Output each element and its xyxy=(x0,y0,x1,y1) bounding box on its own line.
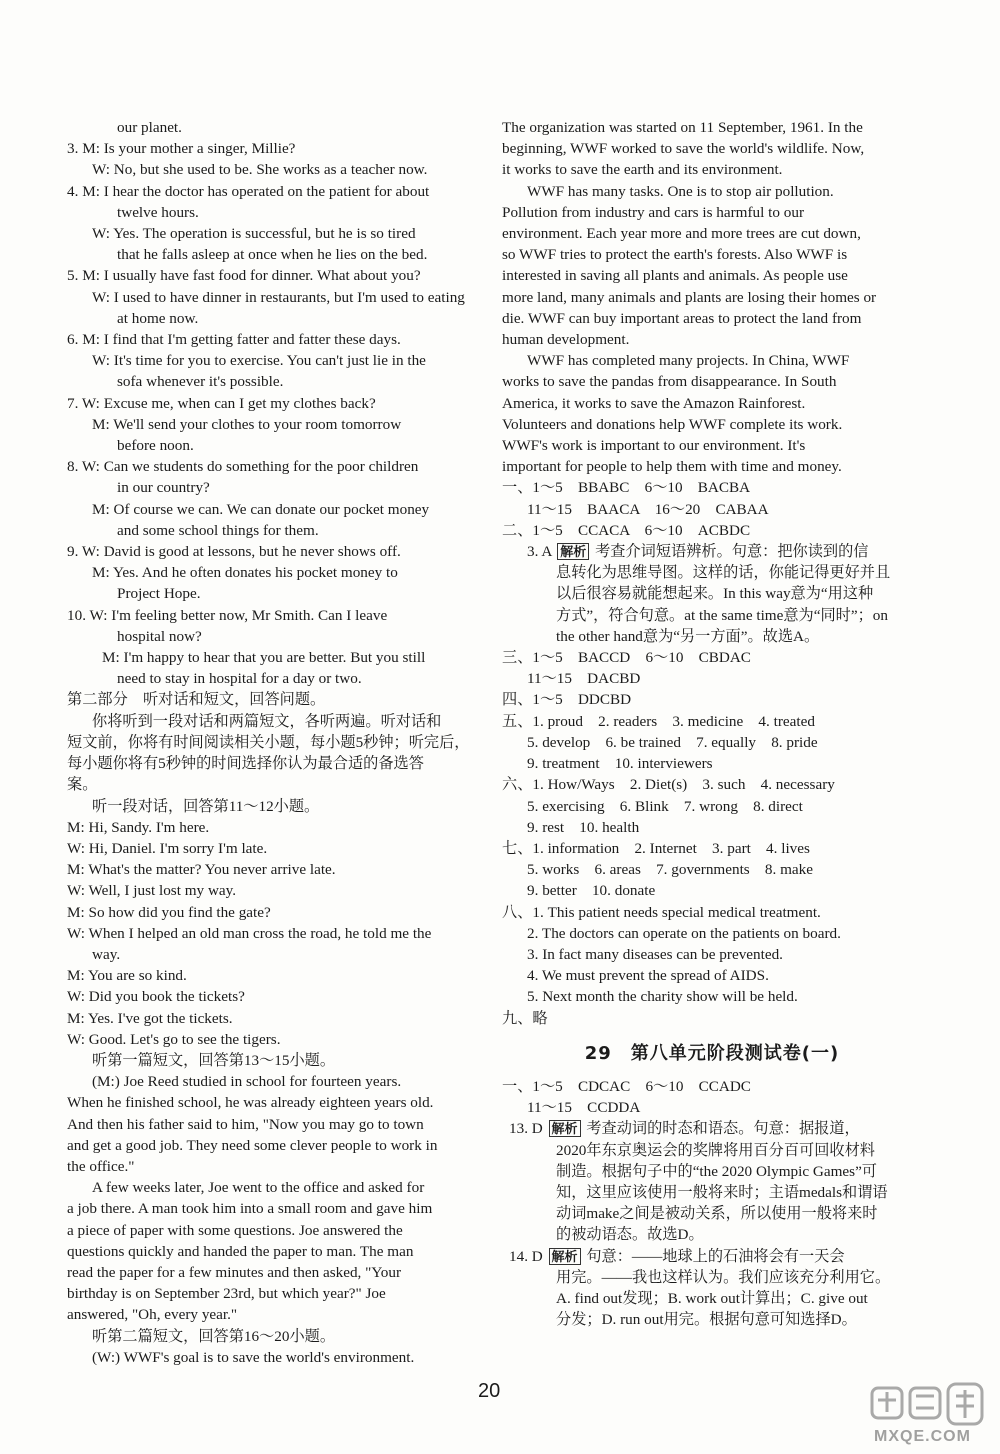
text-line: 5. M: I usually have fast food for dinner. What about you? xyxy=(67,267,421,285)
analysis-label: 解析 xyxy=(549,1120,581,1137)
text-line: WWF has completed many projects. In China, WWF xyxy=(527,352,850,370)
question-13-analysis-body xyxy=(502,1140,922,1246)
text-line: birthday is on September 23rd, but which year?" Joe xyxy=(67,1285,386,1303)
text-line: M: You are so kind. xyxy=(67,967,187,985)
text-line: 5. Next month the charity show will be held. xyxy=(527,988,798,1006)
text-line: 8. W: Can we students do something for the poor children xyxy=(67,458,419,476)
analysis-line: 2020年东京奥运会的奖牌将用百分百可回收材料 xyxy=(556,1141,875,1159)
analysis-label: 解析 xyxy=(557,543,589,560)
text-line: sofa whenever it's possible. xyxy=(117,373,284,391)
text-line: at home now. xyxy=(117,309,199,327)
question-13-analysis: 13. D 解析 考查动词的时态和语态。句意：据报道， xyxy=(509,1120,860,1138)
question-14-analysis-body xyxy=(502,1267,922,1331)
text-line: WWF's work is important to our environment. It's xyxy=(502,437,806,455)
text-line: Pollution from industry and cars is harmful to our xyxy=(502,203,805,221)
text-line: When he finished school, he was already eighteen years old. xyxy=(67,1094,434,1112)
text-line: 5. works 6. areas 7. governments 8. make xyxy=(527,861,813,879)
question-3-analysis: 3. A 解析 考查介词短语辨析。句意：把你读到的信 xyxy=(527,543,869,561)
text-line: 一、1～5 CDCAC 6～10 CCADC xyxy=(502,1077,751,1095)
text-line: M: What's the matter? You never arrive late. xyxy=(67,861,336,879)
text-line: 9. better 10. donate xyxy=(527,882,656,900)
text-line: beginning, WWF worked to save the world's wildlife. Now, xyxy=(502,140,865,158)
text-line: M: Yes. I've got the tickets. xyxy=(67,1009,233,1027)
text-line: 九、略 xyxy=(502,1009,548,1027)
text-line: W: Well, I just lost my way. xyxy=(67,882,237,900)
text-line: 七、1. information 2. Internet 3. part 4. lives xyxy=(502,839,810,857)
text-line: in our country? xyxy=(117,479,210,497)
text-line: 听第二篇短文，回答第16～20小题。 xyxy=(92,1327,335,1345)
text-line: 八、1. This patient needs special medical treatment. xyxy=(502,903,821,921)
text-line: 10. W: I'm feeling better now, Mr Smith. Can I leave xyxy=(67,606,388,624)
text-line: twelve hours. xyxy=(117,203,199,221)
page-number: 20 xyxy=(478,1380,501,1402)
text-line: environment. Each year more and more trees are cut down, xyxy=(502,225,861,243)
watermark-text: MXQE.COM xyxy=(874,1428,971,1445)
text-line: W: No, but she used to be. She works as a teacher now. xyxy=(92,161,428,179)
text-line: 听第一篇短文，回答第13～15小题。 xyxy=(92,1051,335,1069)
analysis-line: A. find out发现；B. work out计算出；C. give out xyxy=(556,1289,868,1307)
text-line: 3. M: Is your mother a singer, Millie? xyxy=(67,140,296,158)
text-line: W: It's time for you to exercise. You can't just lie in the xyxy=(92,352,426,370)
analysis-line: 的被动语态。故选D。 xyxy=(556,1226,704,1244)
text-line: die. WWF can buy important areas to protect the land from xyxy=(502,309,862,327)
text-line: 短文前，你将有时间阅读相关小题，每小题5秒钟；听完后， xyxy=(67,733,470,751)
text-line: 9. treatment 10. interviewers xyxy=(527,755,713,773)
text-line: a job there. A man took him into a small room and gave him xyxy=(67,1200,433,1218)
text-line: more land, many animals and plants are losing their homes or xyxy=(502,288,877,306)
section-title: 29 第八单元阶段测试卷(一) xyxy=(584,1042,840,1064)
text-line: 三、1～5 BACCD 6～10 CBDAC xyxy=(502,649,751,667)
text-line: questions quickly and handed the paper to man. The man xyxy=(67,1242,414,1260)
text-line: (W:) WWF's goal is to save the world's environment. xyxy=(92,1348,415,1366)
text-line: and get a good job. They need some clever people to work in xyxy=(67,1136,438,1154)
text-line: that he falls asleep at once when he lies on the bed. xyxy=(117,246,428,264)
text-line: 案。 xyxy=(67,776,98,794)
text-line: it works to save the earth and its environment. xyxy=(502,161,783,179)
text-line: W: When I helped an old man cross the road, he told me the xyxy=(67,924,432,942)
text-line: And then his father said to him, "Now you may go to town xyxy=(67,1115,424,1133)
left-column xyxy=(67,117,490,1368)
text-line: Project Hope. xyxy=(117,585,201,603)
text-line: works to save the pandas from disappearance. In South xyxy=(502,373,837,391)
text-line: The organization was started on 11 September, 1961. In the xyxy=(502,119,863,136)
text-line: 5. exercising 6. Blink 7. wrong 8. direct xyxy=(527,797,803,815)
text-line: 每小题你将有5秒钟的时间选择你认为最合适的备选答 xyxy=(67,755,424,773)
text-line: need to stay in hospital for a day or two. xyxy=(117,670,362,688)
text-line: and some school things for them. xyxy=(117,521,319,539)
text-line: 11～15 CCDDA xyxy=(527,1099,641,1117)
text-line: W: Yes. The operation is successful, but he is so tired xyxy=(92,225,416,243)
analysis-line: the other hand意为“另一方面”。故选A。 xyxy=(556,627,820,645)
analysis-line: 以后很容易就能想起来。In this way意为“用这种 xyxy=(556,585,874,603)
text-line: so WWF tries to protect the earth's forests. Also WWF is xyxy=(502,246,848,264)
text-line: Volunteers and donations help WWF complete its work. xyxy=(502,415,843,433)
passage-and-answers xyxy=(502,117,922,541)
text-line: important for people to help them with time and money. xyxy=(502,458,842,476)
answers-list xyxy=(502,647,922,1029)
text-line: 6. M: I find that I'm getting fatter and fatter these days. xyxy=(67,331,401,349)
text-line: 9. W: David is good at lessons, but he never shows off. xyxy=(67,543,401,561)
text-line: W: Hi, Daniel. I'm sorry I'm late. xyxy=(67,839,268,857)
text-line: human development. xyxy=(502,331,630,349)
text-line: 二、1～5 CCACA 6～10 ACBDC xyxy=(502,521,751,539)
text-line: (M:) Joe Reed studied in school for fourteen years. xyxy=(92,1073,402,1091)
text-line: 11～15 BAACA 16～20 CABAA xyxy=(527,500,769,518)
text-line: 六、1. How/Ways 2. Diet(s) 3. such 4. necessary xyxy=(502,776,835,794)
text-line: 第二部分 听对话和短文，回答问题。 xyxy=(67,691,326,709)
question-3-analysis-body xyxy=(502,562,922,647)
text-line: W: Did you book the tickets? xyxy=(67,988,245,1006)
analysis-line: 方式”，符合句意。at the same time意为“同时”；on xyxy=(556,606,888,624)
text-line: interested in saving all plants and animals. As people use xyxy=(502,267,848,285)
text-line: answered, "Oh, every year." xyxy=(67,1306,238,1324)
text-line: 3. In fact many diseases can be prevented. xyxy=(527,945,783,963)
text-line: M: Yes. And he often donates his pocket money to xyxy=(92,564,398,582)
analysis-line: 息转化为思维导图。这样的话，你能记得更好并且 xyxy=(556,564,891,582)
text-line: M: Of course we can. We can donate our pocket money xyxy=(92,500,430,518)
text-line: a piece of paper with some questions. Joe answered the xyxy=(67,1221,403,1239)
text-line: W: I used to have dinner in restaurants, but I'm used to eating xyxy=(92,288,465,306)
analysis-line: 制造。根据句子中的“the 2020 Olympic Games”可 xyxy=(556,1162,877,1180)
text-line: 9. rest 10. health xyxy=(527,818,640,836)
section-answers xyxy=(502,1076,922,1118)
analysis-line: 用完。——我也这样认为。我们应该充分利用它。 xyxy=(556,1268,891,1286)
text-line: 4. M: I hear the doctor has operated on the patient for about xyxy=(67,182,430,200)
text-line: our planet. xyxy=(117,119,182,136)
text-line: 五、1. proud 2. readers 3. medicine 4. treated xyxy=(502,712,815,730)
analysis-line: 分发；D. run out用完。根据句意可知选择D。 xyxy=(556,1311,857,1329)
text-line: A few weeks later, Joe went to the office and asked for xyxy=(92,1179,425,1197)
text-line: hospital now? xyxy=(117,627,202,645)
text-line: the office." xyxy=(67,1157,135,1175)
text-line: 你将听到一段对话和两篇短文，各听两遍。听对话和 xyxy=(92,712,442,730)
text-line: M: I'm happy to hear that you are better. But you still xyxy=(102,649,426,667)
text-line: 听一段对话，回答第11～12小题。 xyxy=(92,797,320,815)
text-line: WWF has many tasks. One is to stop air pollution. xyxy=(527,182,834,200)
text-line: 一、1～5 BBABC 6～10 BACBA xyxy=(502,479,751,497)
text-line: 7. W: Excuse me, when can I get my clothes back? xyxy=(67,394,376,412)
text-line: M: We'll send your clothes to your room tomorrow xyxy=(92,415,402,433)
text-line: way. xyxy=(92,945,121,963)
analysis-line: 动词make之间是被动关系，所以使用一般将来时 xyxy=(556,1205,878,1223)
text-line: 5. develop 6. be trained 7. equally 8. pride xyxy=(527,733,818,751)
text-line: M: So how did you find the gate? xyxy=(67,903,271,921)
text-line: 11～15 DACBD xyxy=(527,670,641,688)
answer-stamp-logo-icon xyxy=(868,1380,986,1430)
text-line: read the paper for a few minutes and then asked, "Your xyxy=(67,1263,402,1281)
text-line: 4. We must prevent the spread of AIDS. xyxy=(527,967,769,985)
watermark-logo-icon xyxy=(868,1380,986,1448)
analysis-label: 解析 xyxy=(549,1248,581,1265)
question-14-analysis: 14. D 解析 句意：——地球上的石油将会有一天会 xyxy=(509,1247,845,1265)
right-column xyxy=(502,117,922,1330)
text-line: 2. The doctors can operate on the patients on board. xyxy=(527,924,841,942)
text-line: America, it works to save the Amazon Rainforest. xyxy=(502,394,806,412)
text-line: 四、1～5 DDCBD xyxy=(502,691,632,709)
analysis-line: 知，这里应该使用一般将来时；主语medals和谓语 xyxy=(556,1183,888,1201)
text-line: W: Good. Let's go to see the tigers. xyxy=(67,1030,281,1048)
text-line: M: Hi, Sandy. I'm here. xyxy=(67,818,210,836)
text-line: before noon. xyxy=(117,437,194,455)
